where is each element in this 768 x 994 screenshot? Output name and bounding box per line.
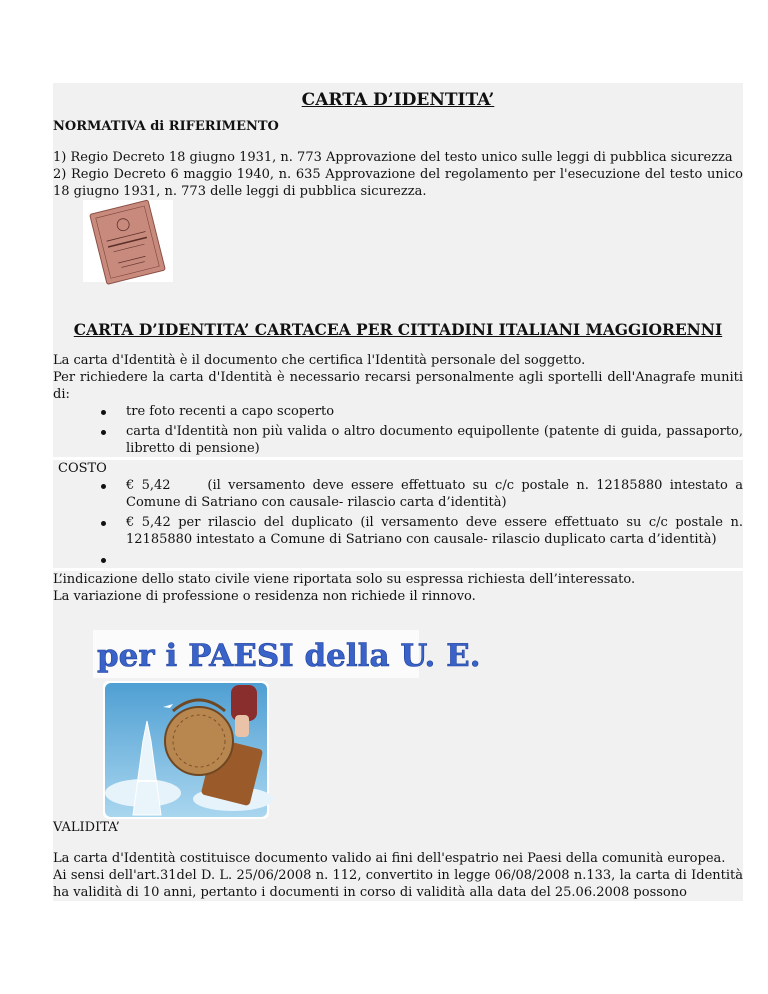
normativa-heading: NORMATIVA di RIFERIMENTO bbox=[53, 115, 743, 135]
section-title: CARTA D’IDENTITA’ CARTACEA PER CITTADINI ITALIANI MAGGIORENNI bbox=[53, 320, 743, 340]
stato-civile-line: L’indicazione dello stato civile viene riportata solo su espressa richiesta dell’interessato. bbox=[53, 571, 743, 588]
list-item: carta d'Identità non più valida o altro documento equipollente (patente di guida, passaporto, libretto di pensione) bbox=[53, 423, 743, 457]
travel-illustration-image bbox=[103, 681, 269, 819]
normativa-line-2: 2) Regio Decreto 6 maggio 1940, n. 635 Approvazione del regolamento per l'esecuzione del testo unico 18 giugno 1931, n. 773 delle leggi di pubblica sicurezza. bbox=[53, 167, 743, 199]
list-item: € 5,42 (il versamento deve essere effettuato su c/c postale n. 12185880 intestato a Comune di Satriano con causale- rilascio carta d’identità) bbox=[53, 477, 743, 511]
page-title: CARTA D’IDENTITA’ bbox=[53, 83, 743, 115]
intro-line-1: La carta d'Identità è il documento che certifica l'Identità personale del soggetto. bbox=[53, 352, 743, 369]
eu-banner-image bbox=[93, 630, 481, 678]
requirements-list bbox=[53, 403, 743, 457]
variazione-line: La variazione di professione o residenza non richiede il rinnovo. bbox=[53, 588, 743, 605]
svg-text:per i PAESI della U. E.: per i PAESI della U. E. bbox=[97, 638, 481, 674]
normativa-line-1: 1) Regio Decreto 18 giugno 1931, n. 773 Approvazione del testo unico sulle leggi di pubblica sicurezza bbox=[53, 149, 743, 166]
document-page bbox=[53, 83, 748, 901]
identity-booklet-image bbox=[83, 200, 173, 282]
list-item bbox=[53, 551, 743, 568]
validita-line-1: La carta d'Identità costituisce documento valido ai fini dell'espatrio nei Paesi della comunità europea. bbox=[53, 850, 743, 867]
validita-label: VALIDITA’ bbox=[53, 819, 743, 836]
list-item: tre foto recenti a capo scoperto bbox=[53, 403, 743, 420]
intro-line-2: Per richiedere la carta d'Identità è necessario recarsi personalmente agli sportelli dell'Anagrafe muniti di: bbox=[53, 370, 743, 402]
validita-line-2: Ai sensi dell'art.31del D. L. 25/06/2008 n. 112, convertito in legge 06/08/2008 n.133, la carta di Identità ha validità di 10 anni, pertanto i documenti in corso di validità alla data del 25.06.2008 possono bbox=[53, 868, 743, 900]
costo-label: COSTO bbox=[53, 460, 743, 477]
costs-list bbox=[53, 477, 748, 568]
list-item: € 5,42 per rilascio del duplicato (il versamento deve essere effettuato su c/c postale n. 12185880 intestato a Comune di Satriano con causale- rilascio duplicato carta d’identità) bbox=[53, 514, 743, 548]
